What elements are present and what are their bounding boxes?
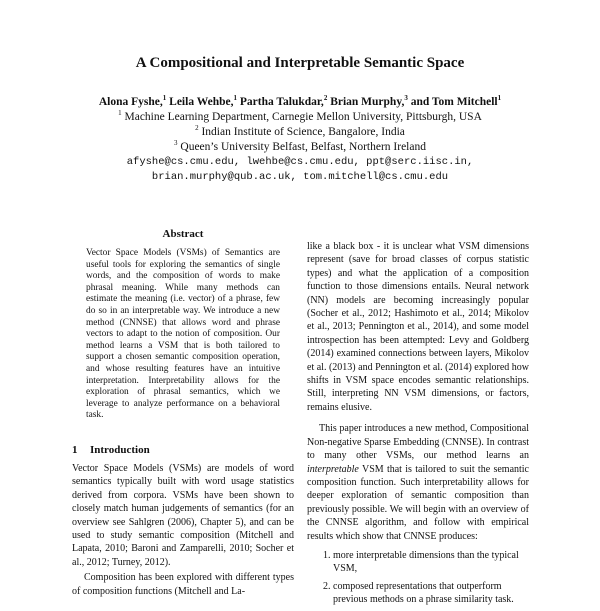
author: and Tom Mitchell [410, 96, 498, 108]
author: Partha Talukdar, [239, 96, 324, 108]
intro-paragraph-2: Composition has been explored with different types of composition functions (Mitchell and La- [72, 572, 294, 597]
author: Brian Murphy, [330, 96, 405, 108]
author-names [0, 95, 600, 110]
section-title: Introduction [90, 443, 150, 456]
email-line-2: brian.murphy@qub.ac.uk, tom.mitchell@cs.cmu.edu [151, 171, 449, 183]
affiliation [0, 125, 600, 140]
section-number: 1 [72, 443, 78, 456]
affiliation-sup: 3 [174, 139, 178, 148]
emphasis-text: interpretable [307, 463, 359, 475]
author: Leila Wehbe, [169, 96, 234, 108]
author-sup: 1 [162, 94, 167, 103]
affiliation-sup: 2 [195, 124, 199, 133]
author-sup: 2 [323, 94, 328, 103]
right-paragraph-1: like a black box - it is unclear what VSM dimensions represent (save for broad classes of corpus statistic types) and what the application of a composition function to those dimensions entails. Neural network (NN) models are becoming increasingly popular (Socher et al., 2012; Hashimoto et al., 2014; Mikolov et al., 2013; Pennington et al., 2014), and some model introspection has been attempted: Levy and Goldberg (2014) examined connections between layers, Mikolov et al. (2013) and Pennington et al. (2014) explored how shifts in VSM space encodes semantic relationships. Still, interpreting NN VSM dimensions, or factors, remains elusive. [307, 241, 529, 413]
paragraph-text: VSM that is tailored to suit the semantic composition function. Such interpretability allows for deeper exploration of semantic composition than previously possible. We will begin with an overview of the CNNSE algorithm, and follow with empirical results which show that CNNSE produces: [307, 463, 529, 542]
author-sup: 1 [497, 94, 502, 103]
list-item: 1. more interpretable dimensions than the typical VSM, [333, 549, 529, 576]
author-block [0, 95, 600, 185]
affiliation-text: Machine Learning Department, Carnegie Mellon University, Pittsburgh, USA [124, 111, 482, 123]
author-sup: 3 [404, 94, 408, 103]
affiliation-text: Indian Institute of Science, Bangalore, India [201, 126, 405, 138]
email-line-1: afyshe@cs.cmu.edu, lwehbe@cs.cmu.edu, ppt@serc.iisc.in, [126, 156, 474, 168]
affiliation [0, 110, 600, 125]
author: Alona Fyshe, [98, 96, 163, 108]
list-item: 2. composed representations that outperform previous methods on a phrase similarity task. [333, 580, 529, 607]
affiliation-sup: 1 [118, 109, 122, 118]
paper-title: A Compositional and Interpretable Semantic Space [135, 55, 465, 71]
affiliation-text: Queen’s University Belfast, Belfast, Northern Ireland [180, 141, 426, 153]
contribution-list [307, 549, 529, 607]
abstract-heading: Abstract [162, 228, 204, 240]
right-column [307, 240, 529, 611]
affiliation [0, 140, 600, 155]
right-paragraph-2 [307, 422, 529, 543]
abstract-text: Vector Space Models (VSMs) of Semantics are useful tools for exploring the semantics of single words, and the composition of words to make phrasal meaning. While many methods can estimate the meaning (i.e. vector) of a phrase, few do so in an interpretable way. We introduce a new method (CNNSE) that allows word and phrase vectors to adapt to the notion of composition. Our method learns a VSM that is both tailored to support a chosen semantic composition operation, and whose resulting features have an intuitive interpretation. Interpretability allows for the exploration of phrasal semantics, which we leverage to analyze performance on a behavioral task. [86, 248, 280, 421]
intro-paragraph-1: Vector Space Models (VSMs) are models of word semantics typically built with word usage statistics derived from corpora. VSMs have been shown to closely match human judgements of semantics (for an overview see Sahlgren (2006), Chapter 5), and can be used to study semantic composition (Mitchell and Lapata, 2010; Baroni and Zamparelli, 2010; Socher et al., 2012; Turney, 2012). [72, 462, 294, 568]
section-heading-introduction [72, 444, 294, 456]
left-column [72, 228, 294, 598]
author-sup: 1 [233, 94, 237, 103]
paragraph-text: This paper introduces a new method, Compositional Non-negative Sparse Embedding (CNNSE). In contrast to many other VSMs, our method learns an [307, 423, 529, 462]
